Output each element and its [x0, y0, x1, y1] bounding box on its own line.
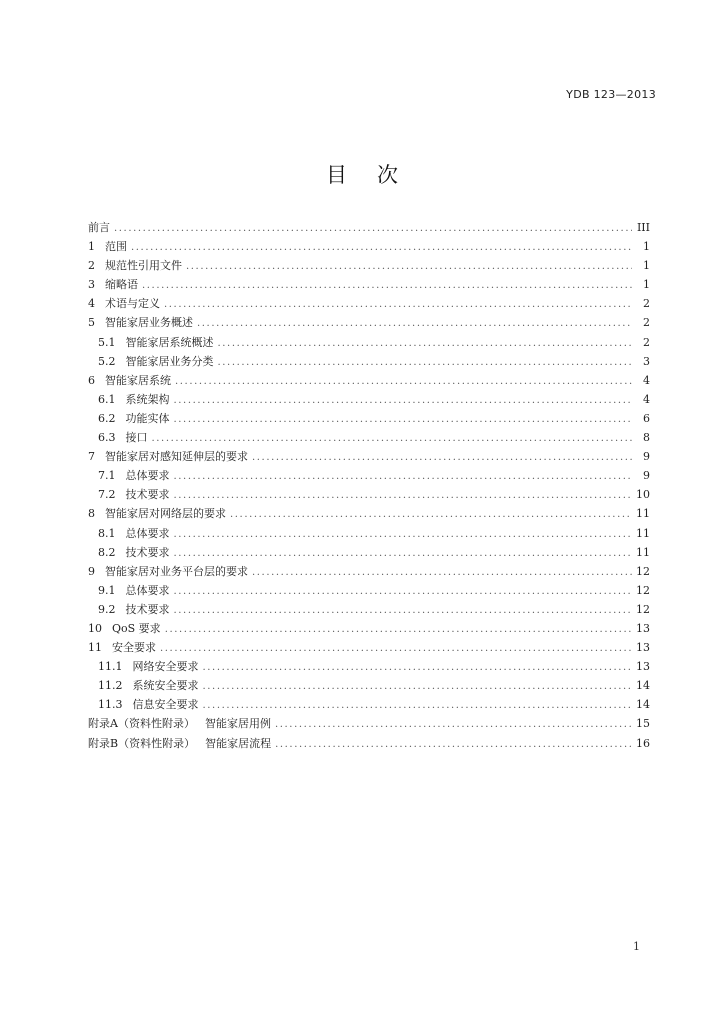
toc-entry-number: 8.1 — [98, 526, 116, 540]
dot-leader — [203, 696, 633, 715]
toc-entry-page: 4 — [643, 392, 650, 406]
dot-leader — [186, 257, 632, 276]
toc-entry-number: 6.3 — [98, 431, 116, 445]
toc-entry[interactable] — [88, 485, 650, 504]
table-of-contents — [88, 218, 650, 753]
toc-entry-number: 9.2 — [98, 602, 116, 616]
toc-entry-number: 附录A（资料性附录） — [88, 717, 195, 731]
toc-entry-title: QoS 要求 — [112, 621, 161, 635]
toc-entry-title: 范围 — [105, 240, 127, 254]
toc-entry[interactable] — [88, 657, 650, 676]
toc-entry-page: 6 — [643, 411, 650, 425]
dot-leader — [275, 715, 632, 734]
toc-entry-page: 14 — [636, 698, 650, 712]
toc-entry-page: 15 — [636, 717, 650, 731]
toc-entry[interactable] — [88, 447, 650, 466]
toc-entry-title: 总体要求 — [125, 526, 170, 540]
toc-entry-title: 规范性引用文件 — [105, 259, 182, 273]
toc-entry-title: 接口 — [125, 431, 148, 445]
toc-entry-page: 3 — [643, 354, 650, 368]
dot-leader — [175, 372, 632, 391]
toc-entry-page: III — [636, 221, 650, 234]
toc-entry[interactable] — [88, 695, 650, 714]
toc-entry-number: 11.2 — [98, 679, 123, 693]
toc-entry[interactable] — [88, 275, 650, 294]
toc-entry-page: 4 — [643, 373, 650, 387]
toc-entry[interactable] — [88, 313, 650, 332]
toc-entry[interactable] — [88, 333, 650, 352]
toc-entry[interactable] — [88, 237, 650, 256]
toc-entry-title: 网络安全要求 — [132, 660, 199, 674]
toc-entry-page: 9 — [643, 469, 650, 483]
toc-entry-number: 8 — [88, 507, 95, 521]
dot-leader — [197, 314, 632, 333]
toc-entry-number: 2 — [88, 259, 95, 273]
toc-entry[interactable] — [88, 524, 650, 543]
toc-entry-number: 11.1 — [98, 660, 123, 674]
toc-entry-title: 智能家居用例 — [204, 717, 271, 731]
toc-entry-title: 技术要求 — [125, 545, 170, 559]
toc-entry[interactable] — [88, 256, 650, 275]
toc-entry-page: 12 — [636, 602, 650, 616]
toc-entry-number: 7.1 — [98, 469, 116, 483]
toc-entry-page: 11 — [636, 545, 650, 559]
toc-entry[interactable] — [88, 294, 650, 313]
dot-leader — [174, 582, 633, 601]
toc-entry-number: 9 — [88, 564, 95, 578]
toc-entry[interactable] — [88, 581, 650, 600]
toc-entry-page: 2 — [643, 316, 650, 330]
toc-entry-number: 8.2 — [98, 545, 116, 559]
toc-entry-page: 13 — [636, 621, 650, 635]
toc-entry[interactable] — [88, 409, 650, 428]
toc-entry-title: 信息安全要求 — [132, 698, 199, 712]
document-code: YDB 123—2013 — [566, 88, 656, 101]
dot-leader — [174, 525, 633, 544]
toc-entry-title: 智能家居对业务平台层的要求 — [105, 564, 248, 578]
toc-entry-page: 12 — [636, 583, 650, 597]
toc-entry-page: 16 — [636, 736, 650, 750]
toc-entry-title: 技术要求 — [125, 602, 170, 616]
toc-entry-page: 11 — [636, 526, 650, 540]
toc-entry-page: 11 — [636, 507, 650, 521]
toc-entry-title: 智能家居对网络层的要求 — [105, 507, 226, 521]
toc-entry-page: 1 — [643, 278, 650, 292]
toc-entry-title: 智能家居流程 — [205, 736, 272, 750]
toc-entry-page: 2 — [643, 297, 650, 311]
toc-entry-number: 5 — [88, 316, 95, 330]
toc-entry-title: 缩略语 — [105, 278, 138, 292]
toc-entry-number: 1 — [88, 240, 95, 254]
dot-leader — [114, 219, 632, 238]
page-title: 目次 — [326, 163, 428, 187]
toc-entry[interactable] — [88, 218, 650, 237]
dot-leader — [230, 505, 632, 524]
toc-entry-page: 1 — [643, 240, 650, 254]
dot-leader — [218, 353, 633, 372]
toc-entry-title: 总体要求 — [125, 583, 170, 597]
toc-entry[interactable] — [88, 352, 650, 371]
toc-entry[interactable] — [88, 714, 650, 733]
toc-entry-title: 功能实体 — [125, 411, 170, 425]
toc-entry-page: 13 — [636, 660, 650, 674]
toc-entry[interactable] — [88, 466, 650, 485]
dot-leader — [275, 735, 632, 754]
toc-entry-page: 9 — [643, 450, 650, 464]
dot-leader — [218, 334, 633, 353]
toc-entry-page: 13 — [636, 641, 650, 655]
toc-entry-page: 1 — [643, 259, 650, 273]
toc-entry-number: 3 — [88, 278, 95, 292]
toc-entry-title: 总体要求 — [125, 469, 170, 483]
toc-entry-page: 12 — [636, 564, 650, 578]
toc-entry[interactable] — [88, 676, 650, 695]
toc-entry-title: 智能家居业务概述 — [105, 316, 193, 330]
toc-entry[interactable] — [88, 600, 650, 619]
dot-leader — [174, 410, 633, 429]
toc-entry-title: 安全要求 — [112, 641, 156, 655]
toc-entry[interactable] — [88, 543, 650, 562]
dot-leader — [142, 276, 632, 295]
dot-leader — [131, 238, 632, 257]
toc-entry-title: 系统架构 — [125, 392, 170, 406]
toc-entry-title: 术语与定义 — [105, 297, 160, 311]
page-number: 1 — [633, 940, 640, 953]
toc-entry-number: 5.1 — [98, 335, 116, 349]
toc-entry-page: 14 — [636, 679, 650, 693]
toc-entry-title: 智能家居系统 — [105, 373, 171, 387]
dot-leader — [160, 639, 632, 658]
dot-leader — [174, 486, 633, 505]
toc-entry-number: 6.2 — [98, 411, 116, 425]
toc-entry[interactable] — [88, 734, 650, 753]
toc-entry-title: 系统安全要求 — [132, 679, 199, 693]
toc-entry-number: 4 — [88, 297, 95, 311]
dot-leader — [165, 620, 632, 639]
toc-entry-number: 6.1 — [98, 392, 116, 406]
toc-entry-page: 8 — [643, 431, 650, 445]
toc-entry[interactable] — [88, 390, 650, 409]
toc-entry-title: 前言 — [88, 221, 110, 234]
toc-entry-number: 7 — [88, 450, 95, 464]
toc-entry-title: 智能家居系统概述 — [125, 335, 214, 349]
dot-leader — [203, 658, 633, 677]
toc-entry[interactable] — [88, 428, 650, 447]
toc-entry-number: 9.1 — [98, 583, 116, 597]
dot-leader — [203, 677, 633, 696]
toc-entry-number: 附录B（资料性附录） — [88, 736, 196, 750]
dot-leader — [174, 467, 633, 486]
toc-entry[interactable] — [88, 619, 650, 638]
toc-entry-title: 智能家居业务分类 — [125, 354, 214, 368]
dot-leader — [174, 601, 633, 620]
dot-leader — [252, 563, 632, 582]
toc-entry-number: 11.3 — [98, 698, 123, 712]
dot-leader — [252, 448, 632, 467]
toc-entry[interactable] — [88, 562, 650, 581]
toc-entry-number: 11 — [88, 641, 102, 655]
toc-entry-number: 6 — [88, 373, 95, 387]
toc-entry-title: 技术要求 — [125, 488, 170, 502]
dot-leader — [174, 544, 633, 563]
toc-entry-title: 智能家居对感知延伸层的要求 — [105, 450, 248, 464]
toc-entry[interactable] — [88, 638, 650, 657]
toc-entry[interactable] — [88, 371, 650, 390]
toc-entry-number: 10 — [88, 621, 102, 635]
toc-entry-page: 2 — [643, 335, 650, 349]
toc-entry-page: 10 — [636, 488, 650, 502]
dot-leader — [164, 295, 632, 314]
dot-leader — [152, 429, 633, 448]
toc-entry[interactable] — [88, 504, 650, 523]
toc-entry-number: 7.2 — [98, 488, 116, 502]
dot-leader — [174, 391, 633, 410]
toc-entry-number: 5.2 — [98, 354, 116, 368]
